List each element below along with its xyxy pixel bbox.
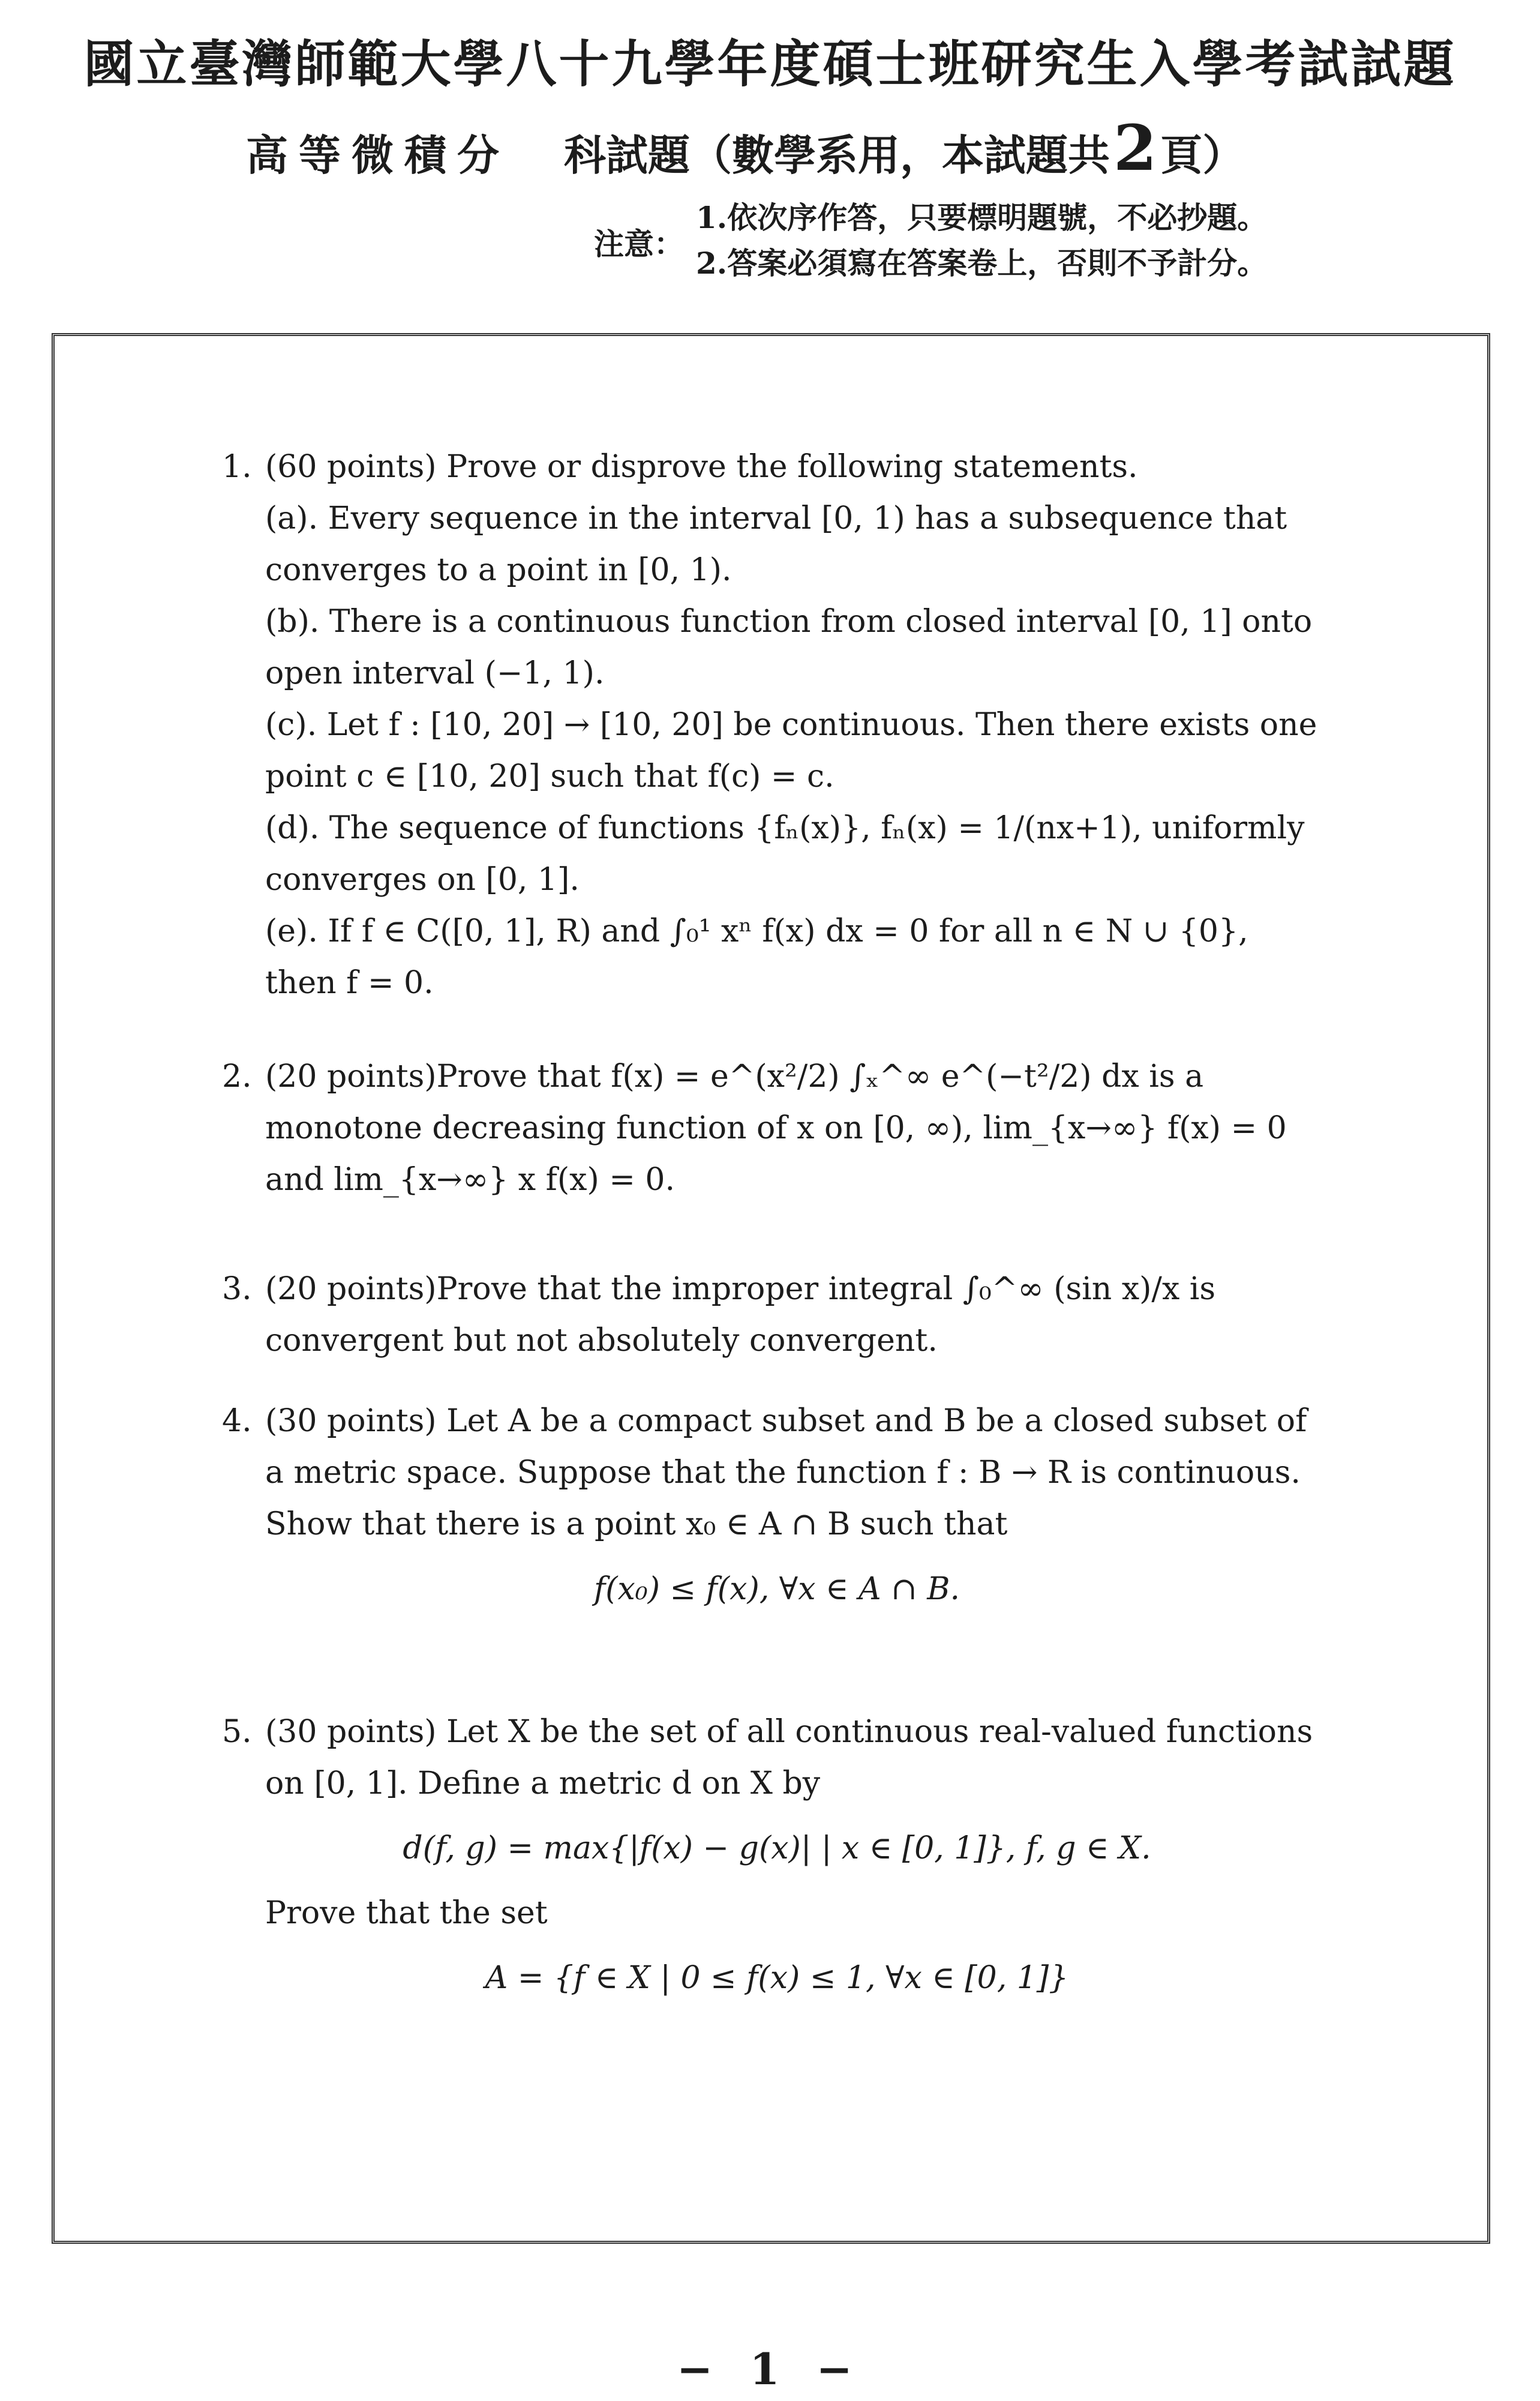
problem-part: (b). There is a continuous function from closed interval [0, 1] onto open interval (−1, 1). (265, 604, 1313, 691)
course-name: 高等微積分 (246, 130, 510, 180)
problem-statement: (60 points) Prove or disprove the following statements. (265, 449, 1138, 485)
problem-number: 3. (222, 1271, 252, 1307)
display-equation: f(x₀) ≤ f(x), ∀x ∈ A ∩ B. (593, 1571, 960, 1607)
subject-line (246, 111, 1446, 185)
problem-continuation: Prove that the set (265, 1895, 548, 1931)
notice-item: 2.答案必須寫在答案卷上，否則不予計分。 (696, 245, 1268, 281)
problem-statement: (30 points) Let X be the set of all continuous real-valued functions on [0, 1]. Define a metric d on X by (265, 1714, 1313, 1802)
notice-label: 注意： (594, 226, 684, 262)
display-equation: d(f, g) = max{|f(x) − g(x)| | x ∈ [0, 1]}, f, g ∈ X. (403, 1830, 1151, 1866)
page-number: − 1 − (677, 2343, 863, 2394)
exam-info-prefix: 科試題（數學系用，本試題共 (564, 130, 1110, 180)
problem-part: (d). The sequence of functions {fₙ(x)}, fₙ(x) = 1/(nx+1), uniformly converges on [0, 1]. (265, 810, 1305, 898)
exam-info-suffix: 頁） (1160, 130, 1245, 180)
problem-part: (e). If f ∈ C([0, 1], R) and ∫₀¹ xⁿ f(x) dx = 0 for all n ∈ N ∪ {0}, then f = 0. (265, 913, 1248, 1001)
problem-list (222, 441, 1326, 2017)
problem-statement: (30 points) Let A be a compact subset and B be a closed subset of a metric space. Suppose that the function f : B → R is continuous. Show that there is a point x₀ ∈ A ∩ B such that (265, 1403, 1307, 1542)
problem-part: (a). Every sequence in the interval [0, 1) has a subsequence that converges to a point in [0, 1). (265, 500, 1287, 588)
exam-title: 國立臺灣師範大學八十九學年度碩士班研究生入學考試試題 (83, 34, 1457, 94)
problem-2 (222, 1051, 1326, 1206)
problem-4 (222, 1395, 1326, 1615)
problem-1 (222, 441, 1326, 1009)
problem-number: 2. (222, 1059, 252, 1095)
display-equation: A = {f ∈ X | 0 ≤ f(x) ≤ 1, ∀x ∈ [0, 1]} (485, 1960, 1069, 1996)
problem-part: (c). Let f : [10, 20] → [10, 20] be continuous. Then there exists one point c ∈ [10, 20] such that f(c) = c. (265, 707, 1317, 795)
problem-statement: (20 points)Prove that f(x) = e^(x²/2) ∫ₓ^∞ e^(−t²/2) dx is a monotone decreasing function of x on [0, ∞), lim_{x→∞} f(x) = 0 and lim_{x→∞} x f(x) = 0. (265, 1059, 1287, 1198)
problem-3 (222, 1263, 1326, 1366)
problem-number: 1. (222, 449, 252, 485)
problem-statement: (20 points)Prove that the improper integral ∫₀^∞ (sin x)/x is convergent but not absolutely convergent. (265, 1271, 1216, 1359)
problem-number: 5. (222, 1714, 252, 1750)
page-count: 2 (1113, 111, 1157, 185)
notice-items (696, 195, 1267, 286)
notice-item: 1.依次序作答，只要標明題號，不必抄題。 (696, 200, 1268, 235)
problem-number: 4. (222, 1403, 252, 1439)
problem-5 (222, 1706, 1326, 2004)
